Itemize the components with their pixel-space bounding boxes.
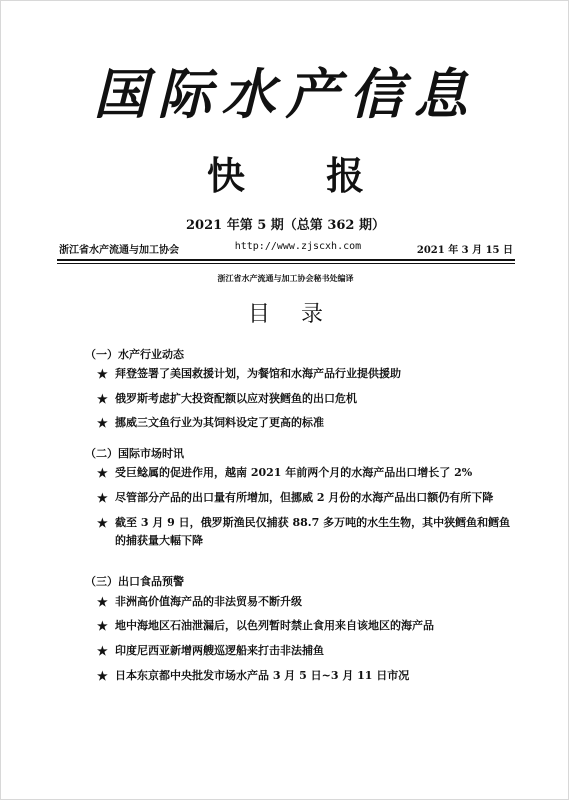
star-icon: ★ [97, 466, 108, 480]
publisher-name: 浙江省水产流通与加工协会 [59, 245, 179, 256]
website-url: http://www.zjscxh.com [234, 241, 362, 252]
publish-date: 2021 年 3 月 15 日 [416, 245, 513, 256]
toc-item [97, 414, 517, 432]
toc-item-text: 非洲高价值海产品的非法贸易不断升级 [115, 595, 302, 608]
toc-item-text: 印度尼西亚新增两艘巡逻船来打击非法捕鱼 [115, 644, 324, 657]
masthead-title: 国际水产信息 [93, 62, 478, 126]
star-icon: ★ [97, 669, 108, 683]
toc-item [97, 617, 517, 635]
toc-item-text: 受巨鲶属的促进作用，越南 2021 年前两个月的水海产品出口增长了 2% [115, 466, 473, 479]
toc-item-text: 挪威三文鱼行业为其饲料设定了更高的标准 [115, 416, 324, 429]
toc-item-text: 尽管部分产品的出口量有所增加，但挪威 2 月份的水海产品出口额仍有所下降 [115, 491, 494, 504]
toc-item-text: 截至 3 月 9 日，俄罗斯渔民仅捕获 88.7 多万吨的水生生物，其中狭鳕鱼和鳕鱼的捕获量大幅下降 [115, 516, 511, 547]
star-icon: ★ [97, 595, 108, 609]
toc-item [97, 464, 517, 482]
toc-title: 目 录 [248, 302, 335, 327]
star-icon: ★ [97, 644, 108, 658]
toc-section-heading: （二）国际市场时讯 [85, 447, 184, 460]
star-icon: ★ [97, 516, 108, 530]
toc-section-heading: （三）出口食品预警 [85, 575, 184, 588]
newsletter-subtitle: 快 报 [206, 154, 399, 198]
toc-item [97, 514, 517, 550]
toc-item-text: 日本东京都中央批发市场水产品 3 月 5 日~3 月 11 日市况 [115, 669, 410, 682]
star-icon: ★ [97, 367, 108, 381]
star-icon: ★ [97, 619, 108, 633]
toc-item [97, 593, 517, 611]
toc-item-text: 地中海地区石油泄漏后，以色列暂时禁止食用来自该地区的海产品 [115, 619, 434, 632]
toc-item [97, 489, 517, 507]
toc-item [97, 667, 517, 685]
star-icon: ★ [97, 392, 108, 406]
table-of-contents [1, 1, 569, 801]
translator-note: 浙江省水产流通与加工协会秘书处编译 [217, 273, 354, 283]
toc-item [97, 365, 517, 383]
star-icon: ★ [97, 416, 108, 430]
toc-item-text: 拜登签署了美国救援计划，为餐馆和水海产品行业提供援助 [115, 367, 401, 380]
toc-item-text: 俄罗斯考虑扩大投资配额以应对狭鳕鱼的出口危机 [115, 392, 357, 405]
toc-item [97, 642, 517, 660]
toc-section-heading: （一）水产行业动态 [85, 348, 184, 361]
toc-item [97, 390, 517, 408]
star-icon: ★ [97, 491, 108, 505]
issue-number: 2021 年第 5 期（总第 362 期） [186, 218, 385, 233]
